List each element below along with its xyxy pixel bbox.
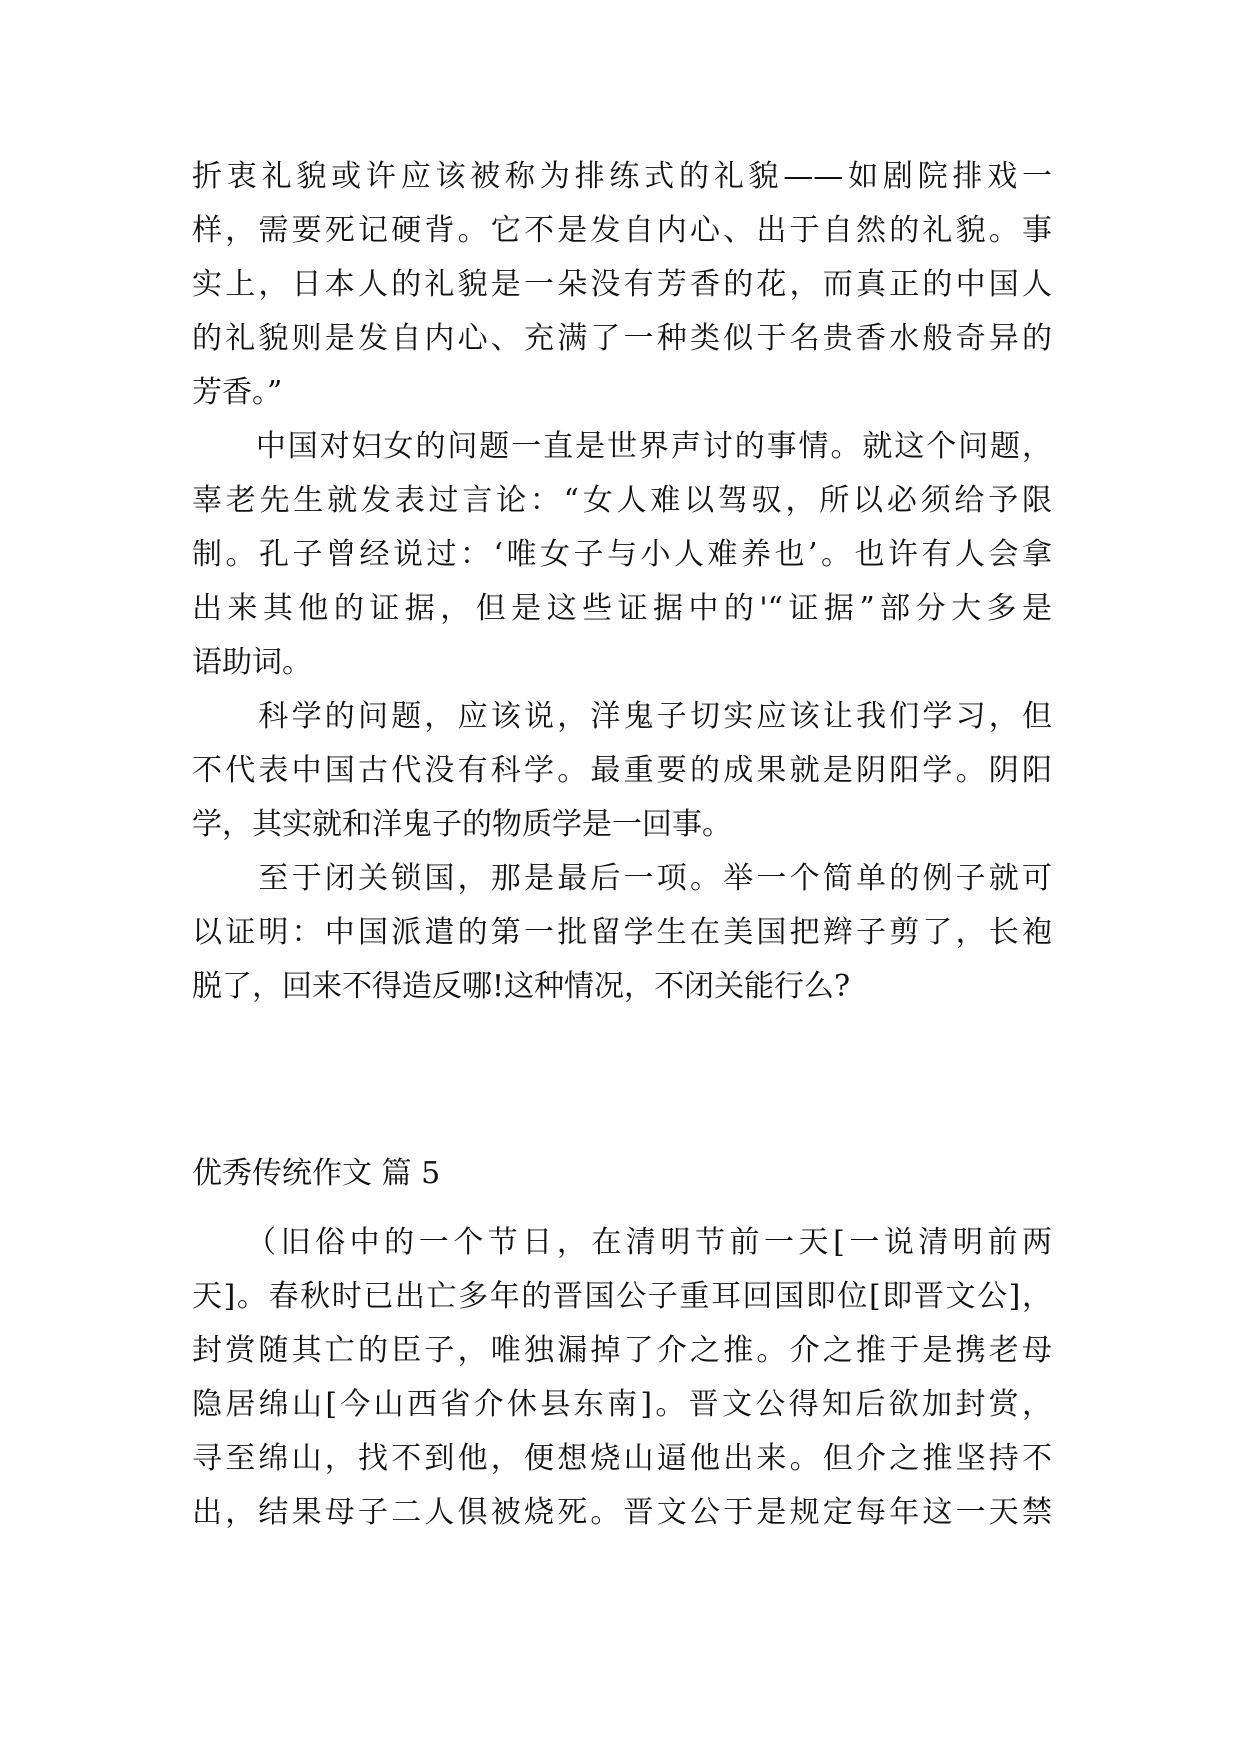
text-line: 天]。春秋时已出亡多年的晋国公子重耳回国即位[即晋文公]， [192, 1279, 1052, 1314]
text-line: 制。孔子曾经说过：‘唯女子与小人难养也’。也许有人会拿 [192, 537, 1052, 572]
text-line: 脱了，回来不得造反哪!这种情况，不闭关能行么? [192, 969, 851, 1004]
text-line: 封赏随其亡的臣子，唯独漏掉了介之推。介之推于是携老母 [192, 1333, 1052, 1368]
text-line: （旧俗中的一个节日，在清明节前一天[一说清明前两 [192, 1225, 1052, 1260]
text-line: 的礼貌则是发自内心、充满了一种类似于名贵香水般奇异的 [192, 321, 1052, 356]
text-block-bottom [192, 1216, 1052, 1540]
text-line: 至于闭关锁国，那是最后一项。举一个简单的例子就可 [192, 861, 1052, 896]
text-line: 学，其实就和洋鬼子的物质学是一回事。 [192, 807, 732, 842]
text-line: 出，结果母子二人俱被烧死。晋文公于是规定每年这一天禁 [192, 1495, 1052, 1530]
text-line: 折衷礼貌或许应该被称为排练式的礼貌——如剧院排戏一 [192, 159, 1052, 194]
text-line: 语助词。 [192, 645, 312, 680]
text-line: 实上，日本人的礼貌是一朵没有芳香的花，而真正的中国人 [192, 267, 1052, 302]
text-block-top [192, 150, 1052, 1014]
text-line: 中国对妇女的问题一直是世界声讨的事情。就这个问题， [192, 429, 1052, 464]
text-line: 芳香。” [192, 375, 283, 410]
text-line: 以证明：中国派遣的第一批留学生在美国把辫子剪了，长袍 [192, 915, 1052, 950]
section-heading: 优秀传统作文 篇 5 [192, 1156, 441, 1191]
text-line: 样，需要死记硬背。它不是发自内心、出于自然的礼貌。事 [192, 213, 1052, 248]
text-line: 科学的问题，应该说，洋鬼子切实应该让我们学习，但 [192, 699, 1052, 734]
text-line: 隐居绵山[今山西省介休县东南]。晋文公得知后欲加封赏， [192, 1387, 1052, 1422]
text-line: 辜老先生就发表过言论：“女人难以驾驭，所以必须给予限 [192, 483, 1052, 518]
text-line: 不代表中国古代没有科学。最重要的成果就是阴阳学。阴阳 [192, 753, 1052, 788]
text-line: 寻至绵山，找不到他，便想烧山逼他出来。但介之推坚持不 [192, 1441, 1052, 1476]
text-line: 出来其他的证据，但是这些证据中的'“证据”部分大多是 [192, 591, 1052, 626]
